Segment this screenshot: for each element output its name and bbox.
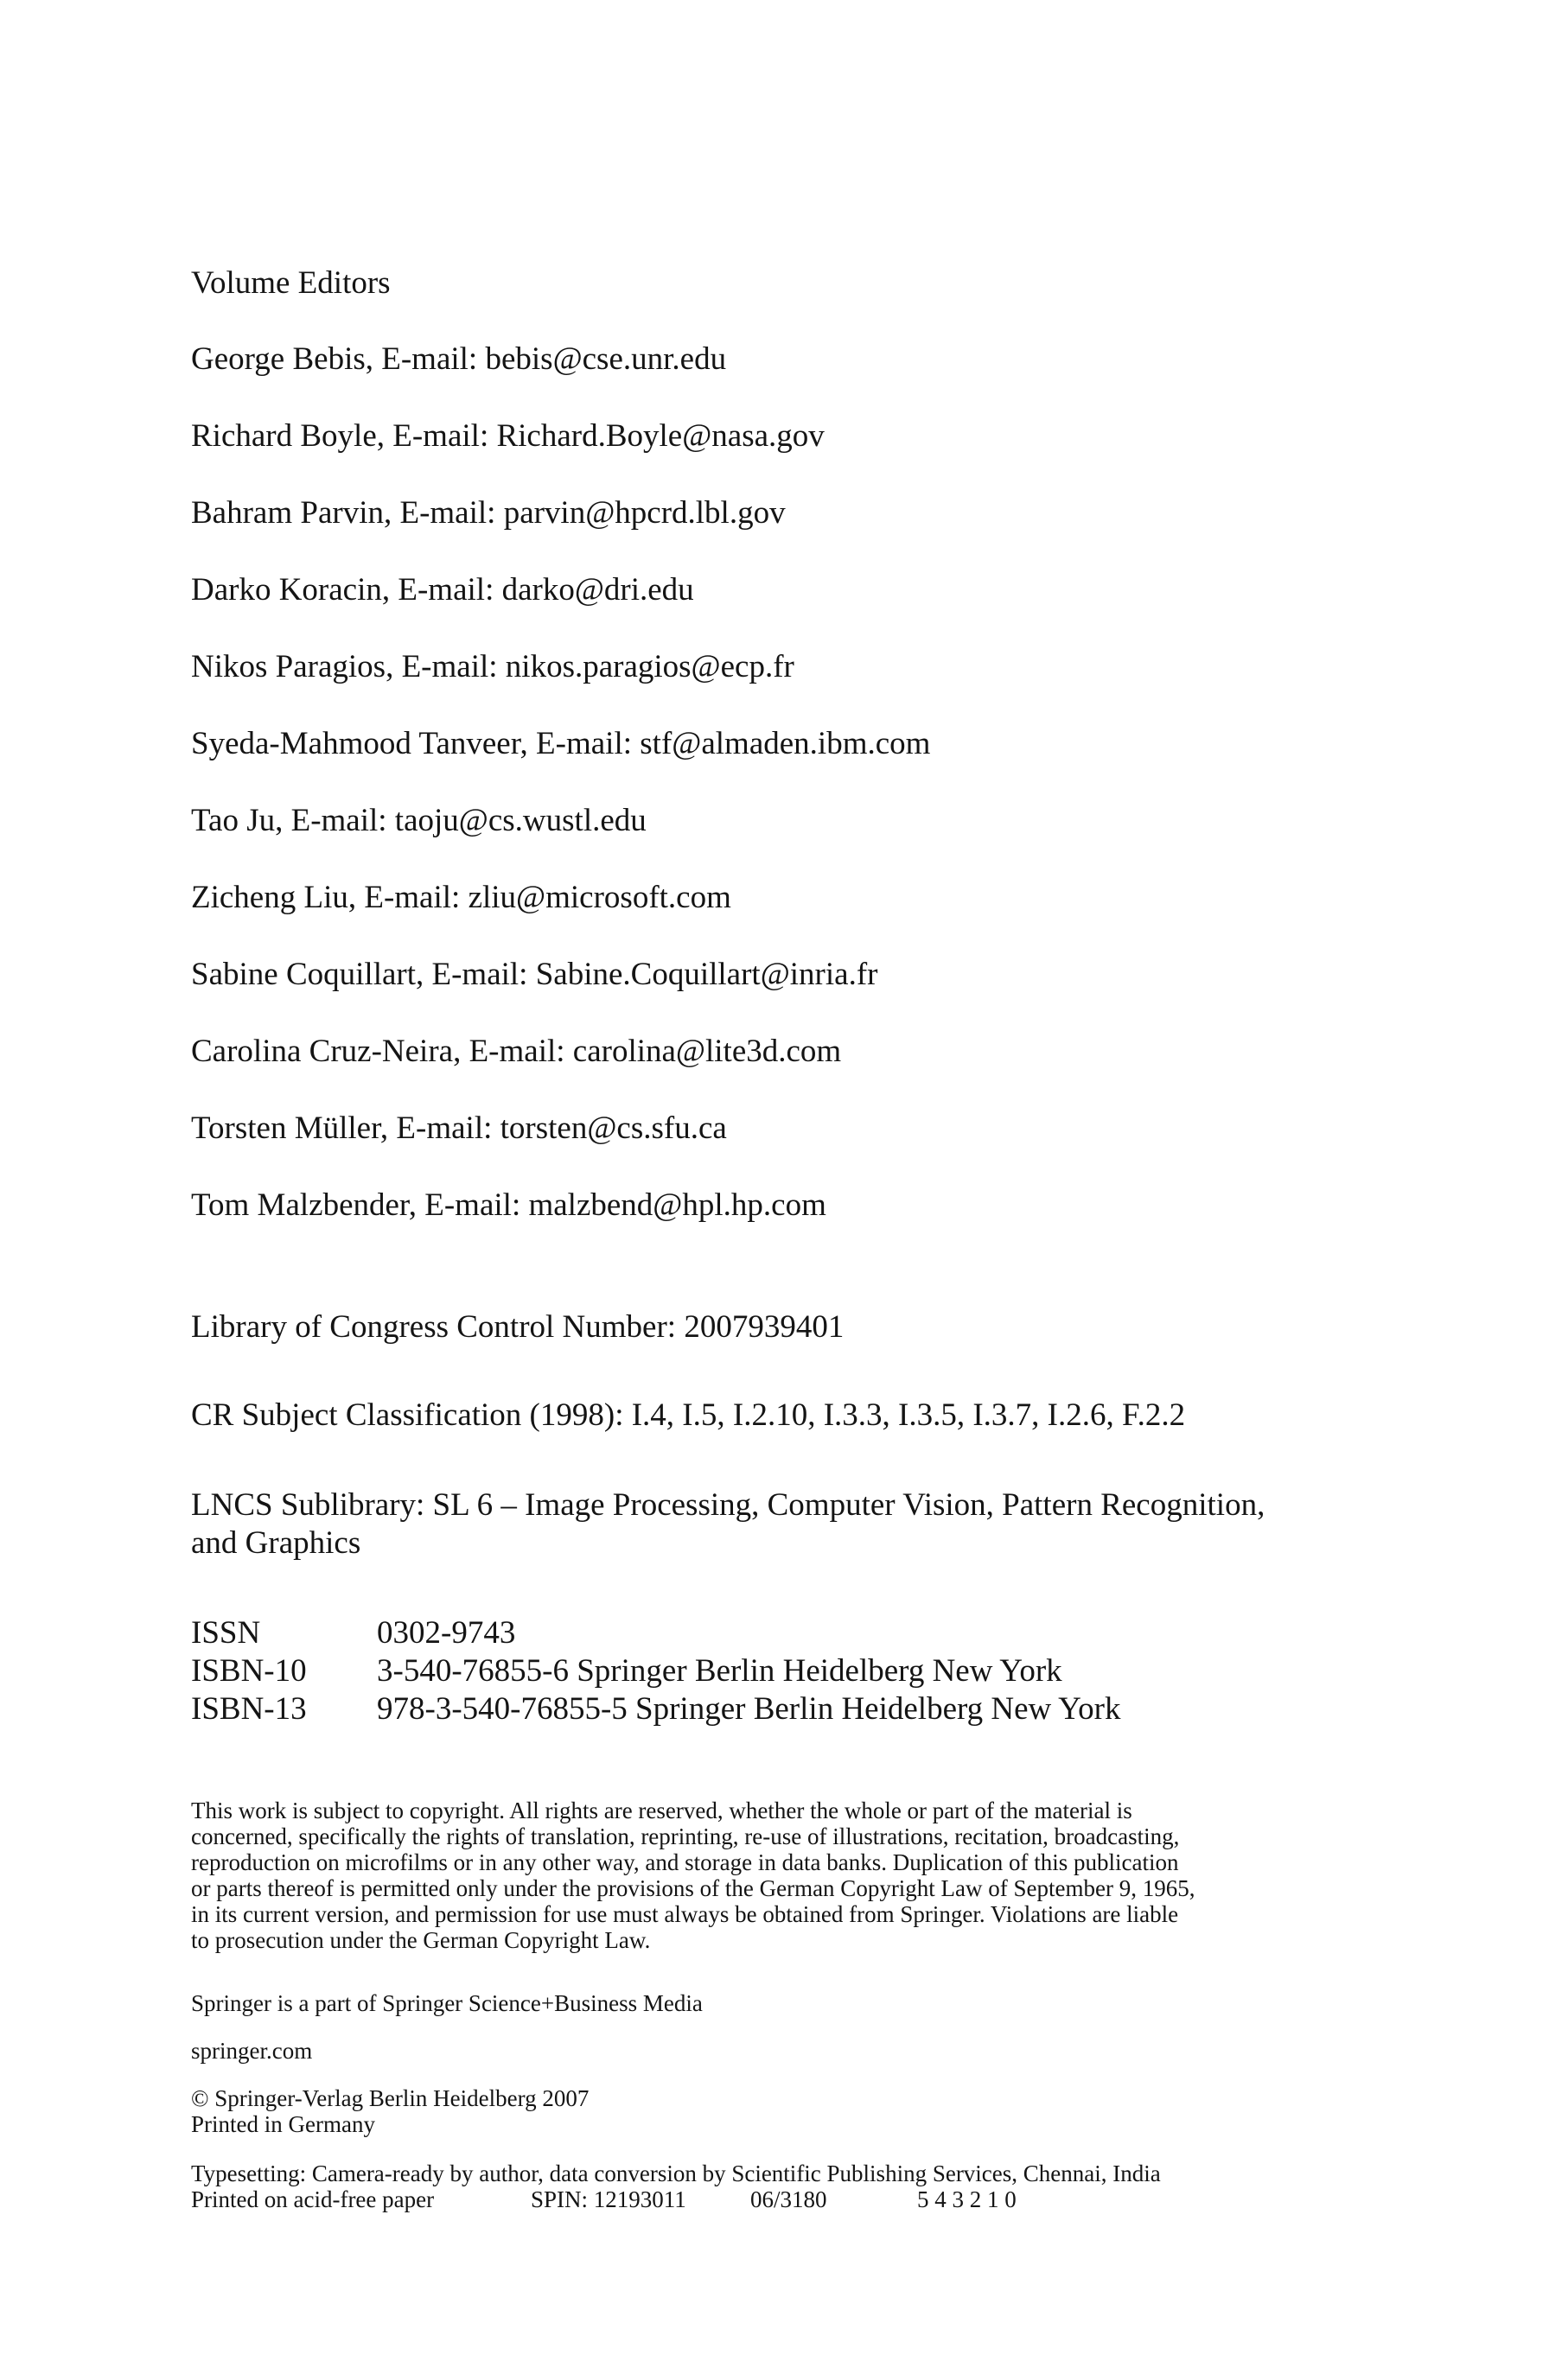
website-line: springer.com: [191, 2038, 313, 2064]
editor-line: Syeda-Mahmood Tanveer, E-mail: stf@almaden.ibm.com: [191, 726, 931, 761]
isbn10-label: ISBN-10: [191, 1653, 307, 1689]
editor-line: Torsten Müller, E-mail: torsten@cs.sfu.ca: [191, 1110, 727, 1146]
editor-line: Carolina Cruz-Neira, E-mail: carolina@lite3d.com: [191, 1034, 842, 1069]
isbn13-value: 978-3-540-76855-5 Springer Berlin Heidelberg New York: [377, 1691, 1121, 1727]
springer-part-line: Springer is a part of Springer Science+Business Media: [191, 1990, 703, 2016]
copyright-notice-line: to prosecution under the German Copyright Law.: [191, 1927, 651, 1953]
printed-in-line: Printed in Germany: [191, 2111, 375, 2137]
issn-label: ISSN: [191, 1615, 261, 1651]
editor-line: Sabine Coquillart, E-mail: Sabine.Coquillart@inria.fr: [191, 957, 878, 992]
sublibrary-line-2: and Graphics: [191, 1525, 361, 1561]
editor-line: Bahram Parvin, E-mail: parvin@hpcrd.lbl.gov: [191, 495, 786, 531]
editor-line: Darko Koracin, E-mail: darko@dri.edu: [191, 572, 694, 608]
print-code: 06/3180: [750, 2186, 827, 2212]
acid-free-paper-label: Printed on acid-free paper: [191, 2186, 435, 2212]
verlag-line: © Springer-Verlag Berlin Heidelberg 2007: [191, 2085, 590, 2111]
cr-classification-line: CR Subject Classification (1998): I.4, I.5, I.2.10, I.3.3, I.3.5, I.3.7, I.2.6, F.2.2: [191, 1397, 1186, 1433]
printing-sequence: 5 4 3 2 1 0: [917, 2186, 1017, 2212]
spin-number: SPIN: 12193011: [531, 2186, 686, 2212]
copyright-notice-line: reproduction on microfilms or in any other way, and storage in data banks. Duplication of this publication: [191, 1849, 1179, 1875]
lccn-line: Library of Congress Control Number: 2007939401: [191, 1309, 845, 1345]
editor-line: Tom Malzbender, E-mail: malzbend@hpl.hp.com: [191, 1187, 826, 1223]
copyright-notice-line: or parts thereof is permitted only under the provisions of the German Copyright Law of September 9, 1965,: [191, 1875, 1195, 1901]
editor-line: Tao Ju, E-mail: taoju@cs.wustl.edu: [191, 803, 647, 838]
editor-line: George Bebis, E-mail: bebis@cse.unr.edu: [191, 341, 727, 377]
issn-value: 0302-9743: [377, 1615, 516, 1651]
editor-line: Zicheng Liu, E-mail: zliu@microsoft.com: [191, 880, 731, 915]
isbn13-label: ISBN-13: [191, 1691, 307, 1727]
copyright-notice-line: in its current version, and permission for use must always be obtained from Springer. Violations are liable: [191, 1901, 1179, 1927]
copyright-notice-line: concerned, specifically the rights of translation, reprinting, re-use of illustrations, recitation, broadcasting,: [191, 1823, 1180, 1849]
sublibrary-line-1: LNCS Sublibrary: SL 6 – Image Processing, Computer Vision, Pattern Recognition,: [191, 1487, 1265, 1523]
typesetting-line: Typesetting: Camera-ready by author, data conversion by Scientific Publishing Services, Chennai, India: [191, 2160, 1161, 2186]
volume-editors-heading: Volume Editors: [191, 265, 391, 301]
copyright-notice-line: This work is subject to copyright. All rights are reserved, whether the whole or part of the material is: [191, 1798, 1132, 1823]
editor-line: Nikos Paragios, E-mail: nikos.paragios@ecp.fr: [191, 649, 794, 684]
editor-line: Richard Boyle, E-mail: Richard.Boyle@nasa.gov: [191, 418, 825, 454]
isbn10-value: 3-540-76855-6 Springer Berlin Heidelberg New York: [377, 1653, 1062, 1689]
